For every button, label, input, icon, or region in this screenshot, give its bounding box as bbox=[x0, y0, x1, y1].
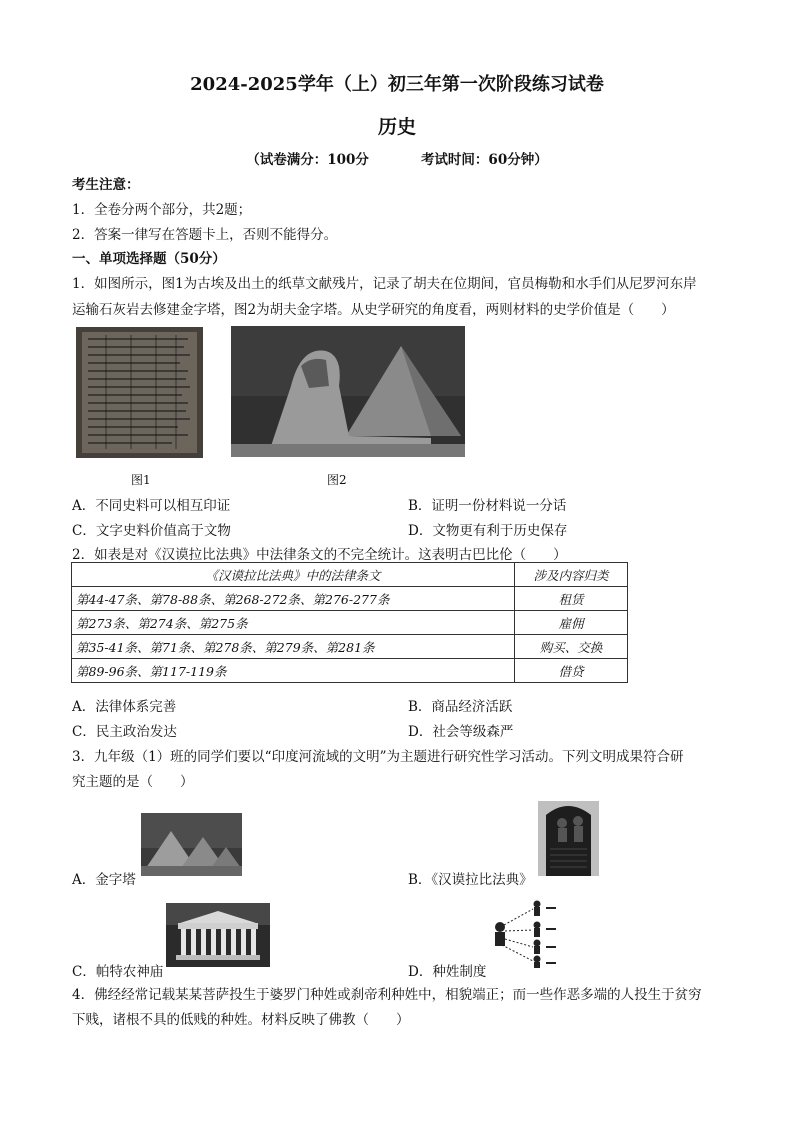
caste-system-image bbox=[488, 895, 562, 969]
table-cell-category: 借贷 bbox=[515, 659, 628, 683]
pyramids-image bbox=[141, 813, 242, 876]
q2-option-b[interactable]: B．商品经济活跃 bbox=[408, 699, 513, 715]
law-table bbox=[71, 562, 628, 683]
exam-meta bbox=[0, 148, 794, 168]
fig2-caption: 图2 bbox=[327, 473, 347, 487]
q2-option-a[interactable]: A．法律体系完善 bbox=[72, 699, 177, 715]
exam-time: 考试时间：60分钟） bbox=[420, 152, 548, 168]
q2-text: 2．如表是对《汉谟拉比法典》中法律条文的不完全统计。这表明古巴比伦（ ） bbox=[72, 547, 567, 563]
q1-option-b[interactable]: B．证明一份材料说一分话 bbox=[408, 498, 567, 514]
notice-heading: 考生注意： bbox=[72, 177, 140, 193]
q4-text-line2: 下贱，诸根不具的低贱的种姓。材料反映了佛教（ ） bbox=[72, 1012, 410, 1028]
table-row bbox=[72, 659, 628, 683]
table-cell-articles: 第89-96条、第117-119条 bbox=[72, 659, 515, 683]
table-cell-articles: 第35-41条、第71条、第278条、第279条、第281条 bbox=[72, 635, 515, 659]
full-score: （试卷满分：100分 bbox=[246, 152, 369, 168]
table-header-articles: 《汉谟拉比法典》中的法律条文 bbox=[72, 563, 515, 587]
q3-text-line1: 3．九年级（1）班的同学们要以“印度河流域的文明”为主题进行研究性学习活动。下列文明成果符合研 bbox=[72, 749, 684, 765]
q4-text-line1: 4．佛经经常记载某某菩萨投生于婆罗门种姓或刹帝利种姓中，相貌端正；而一些作恶多端的人投生于贫穷 bbox=[72, 987, 702, 1003]
notice-item-1: 1．全卷分两个部分，共2题； bbox=[72, 202, 252, 218]
q1-text-line2: 运输石灰岩去修建金字塔，图2为胡夫金字塔。从史学研究的角度看，两则材料的史学价值是（ ） bbox=[72, 302, 675, 318]
table-header-row bbox=[72, 563, 628, 587]
q3-option-b[interactable]: B．《汉谟拉比法典》 bbox=[408, 872, 533, 888]
q3-option-d[interactable]: D．种姓制度 bbox=[408, 964, 487, 980]
hammurabi-stele-image bbox=[538, 801, 599, 876]
papyrus-image bbox=[76, 327, 203, 458]
q3-option-a[interactable]: A．金字塔 bbox=[72, 872, 136, 888]
table-cell-category: 雇佣 bbox=[515, 611, 628, 635]
q1-option-a[interactable]: A．不同史料可以相互印证 bbox=[72, 498, 231, 514]
table-cell-category: 租赁 bbox=[515, 587, 628, 611]
table-header-category: 涉及内容归类 bbox=[515, 563, 628, 587]
q1-option-d[interactable]: D．文物更有利于历史保存 bbox=[408, 523, 568, 539]
parthenon-image bbox=[166, 903, 270, 967]
table-row bbox=[72, 611, 628, 635]
q3-text-line2: 究主题的是（ ） bbox=[72, 774, 194, 790]
subject-title: 历史 bbox=[377, 116, 416, 138]
section-heading: 一、单项选择题（50分） bbox=[72, 251, 226, 267]
fig1-caption: 图1 bbox=[131, 473, 151, 487]
table-cell-articles: 第273条、第274条、第275条 bbox=[72, 611, 515, 635]
table-cell-articles: 第44-47条、第78-88条、第268-272条、第276-277条 bbox=[72, 587, 515, 611]
sphinx-pyramid-image bbox=[231, 326, 465, 457]
q3-option-c[interactable]: C．帕特农神庙 bbox=[72, 964, 164, 980]
table-row bbox=[72, 635, 628, 659]
q2-option-d[interactable]: D．社会等级森严 bbox=[408, 724, 514, 740]
table-row bbox=[72, 587, 628, 611]
table-cell-category: 购买、交换 bbox=[515, 635, 628, 659]
q2-option-c[interactable]: C．民主政治发达 bbox=[72, 724, 177, 740]
notice-item-2: 2．答案一律写在答题卡上，否则不能得分。 bbox=[72, 227, 338, 243]
q1-text-line1: 1．如图所示，图1为古埃及出土的纸草文献残片，记录了胡夫在位期间，官员梅勒和水手们从尼罗河东岸 bbox=[72, 276, 697, 292]
q1-option-c[interactable]: C．文字史料价值高于文物 bbox=[72, 523, 231, 539]
exam-title: 2024-2025学年（上）初三年第一次阶段练习试卷 bbox=[190, 74, 604, 95]
